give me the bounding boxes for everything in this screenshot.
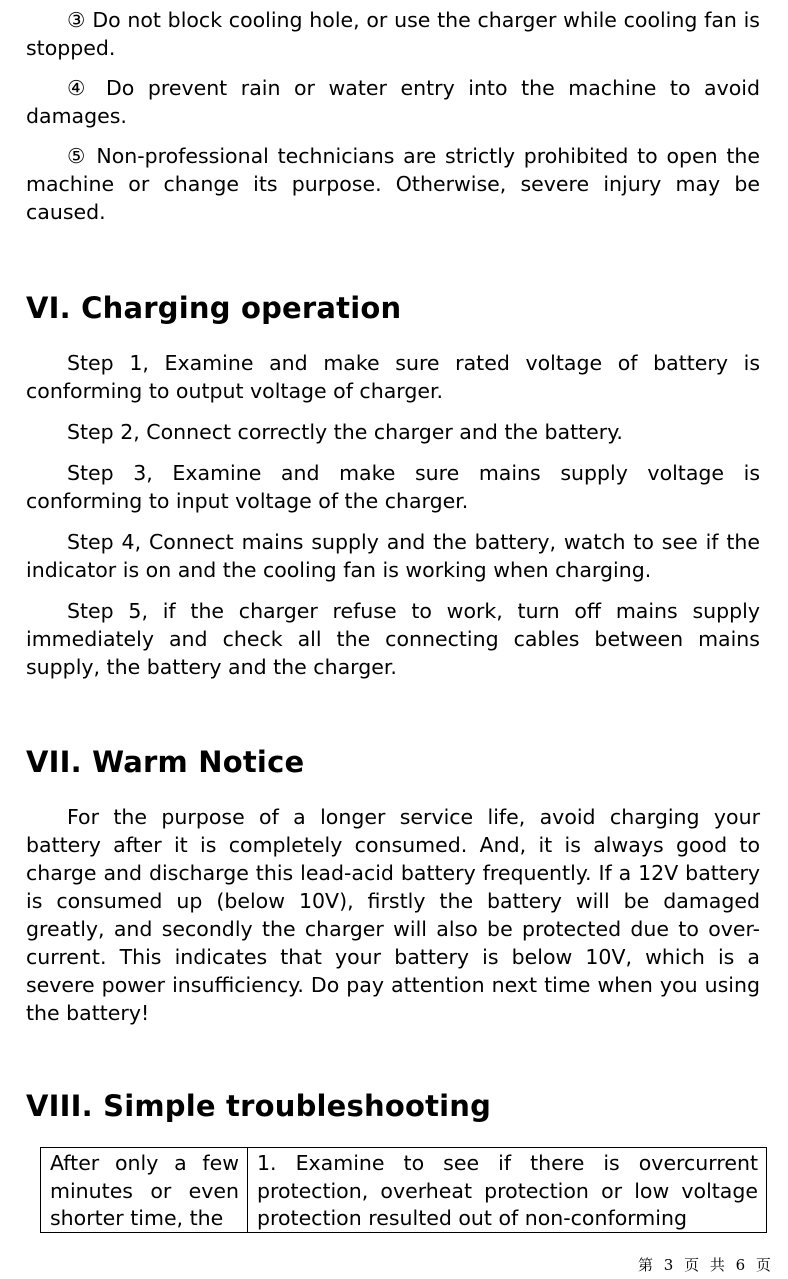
table-row: [41, 1148, 767, 1233]
charging-step-3: Step 3, Examine and make sure mains supply voltage is conforming to input voltage of the charger.: [26, 461, 760, 513]
warning-item-5: ⑤ Non-professional technicians are strictly prohibited to open the machine or change its purpose. Otherwise, severe injury may be caused.: [26, 144, 760, 224]
warning-item-3: ③ Do not block cooling hole, or use the charger while cooling fan is stopped.: [26, 8, 760, 60]
charging-step-2: Step 2, Connect correctly the charger and the battery.: [67, 420, 623, 444]
charging-step-5: Step 5, if the charger refuse to work, turn off mains supply immediately and check all the connecting cables between mains supply, the battery and the charger.: [26, 599, 760, 679]
section-heading-warm-notice: VII. Warm Notice: [26, 745, 305, 779]
section-heading-charging-operation: VI. Charging operation: [26, 291, 402, 325]
problem-cell: [41, 1148, 248, 1233]
solution-text: 1. Examine to see if there is overcurrent protection, overheat protection or low voltage protection resulted out of non-conforming: [257, 1151, 758, 1230]
warning-item-4: ④ Do prevent rain or water entry into the machine to avoid damages.: [26, 76, 760, 128]
problem-text: After only a few minutes or even shorter time, the: [50, 1151, 239, 1230]
page-footer: 第 3 页 共 6 页: [638, 1256, 774, 1274]
solution-cell: [248, 1148, 767, 1233]
warm-notice-text: For the purpose of a longer service life, avoid charging your battery after it is completely consumed. And, it is always good to charge and discharge this lead-acid battery frequently. If a 12V battery is consumed up (below 10V), firstly the battery will be damaged greatly, and secondly the charger will also be protected due to over-current. This indicates that your battery is below 10V, which is a severe power insufficiency. Do pay attention next time when you using the battery!: [26, 805, 760, 1025]
troubleshooting-table: [40, 1147, 767, 1233]
section-heading-troubleshooting: VIII. Simple troubleshooting: [26, 1089, 492, 1123]
charging-step-4: Step 4, Connect mains supply and the battery, watch to see if the indicator is on and the cooling fan is working when charging.: [26, 530, 760, 582]
charging-step-1: Step 1, Examine and make sure rated voltage of battery is conforming to output voltage of charger.: [26, 351, 760, 403]
